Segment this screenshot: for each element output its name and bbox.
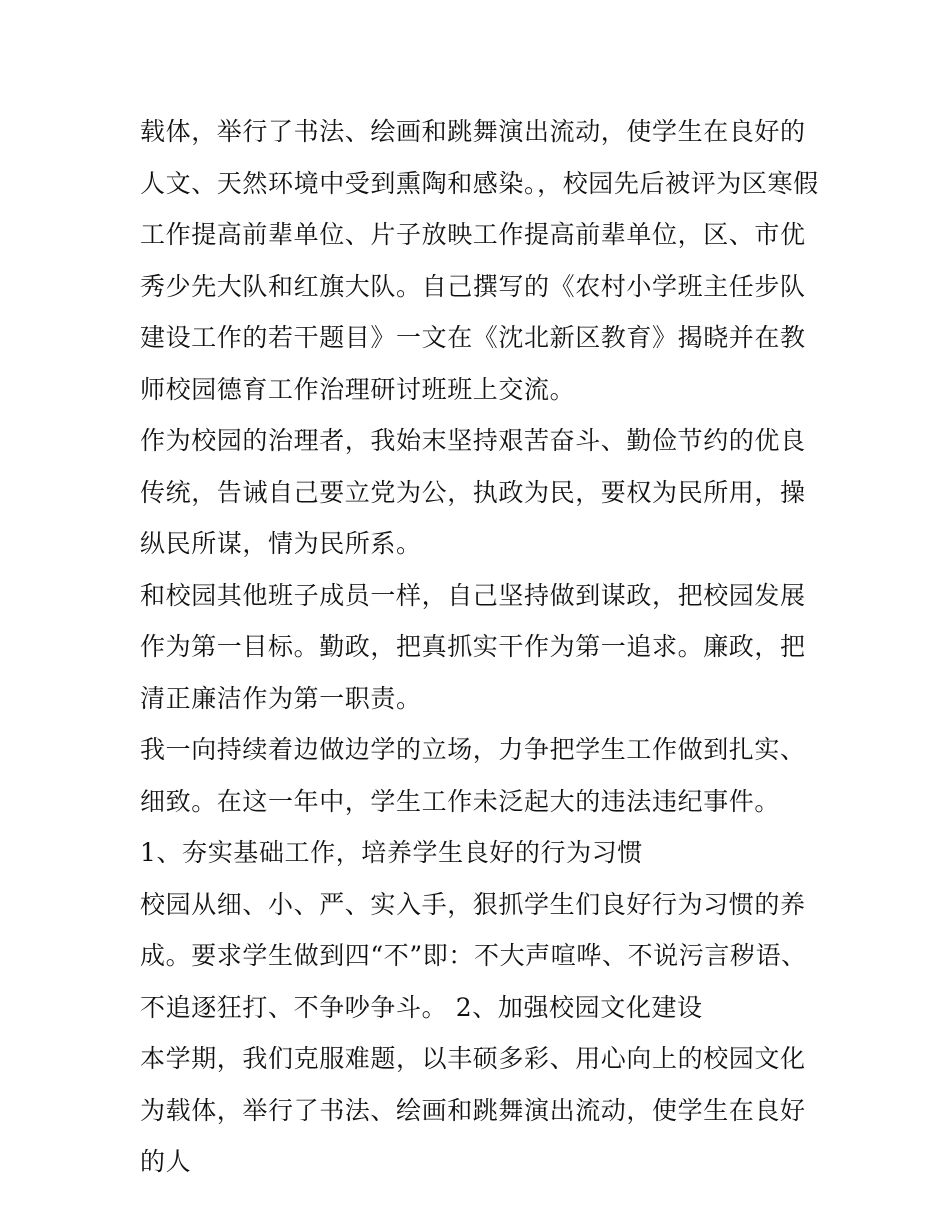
paragraph-3: 和校园其他班子成员一样，自己坚持做到谋政，把校园发展作为第一目标。勤政，把真抓实干作为第一追求。廉政，把清正廉洁作为第一职责。 (140, 580, 806, 713)
paragraph-6: 本学期，我们克服难题，以丰硕多彩、用心向上的校园文化为载体，举行了书法、绘画和跳舞演出流动，使学生在良好的人 (140, 1044, 806, 1176)
paragraph-2: 作为校园的治理者，我始末坚持艰苦奋斗、勤俭节约的优良传统，告诫自己要立党为公，执政为民，要权为民所用，操纵民所谋，情为民所系。 (140, 426, 806, 558)
paragraph-1: 载体，举行了书法、绘画和跳舞演出流动，使学生在良好的人文、天然环境中受到熏陶和感染。，校园先后被评为区寒假工作提高前辈单位、片子放映工作提高前辈单位，区、市优秀少先大队和红旗大队。自己撰写的《农村小学班主任步队建设工作的若干题目》一文在《沈北新区教育》揭晓并在教师校园德育工作治理研讨班班上交流。 (140, 117, 819, 404)
document-body (140, 106, 820, 1188)
paragraph-5: 校园从细、小、严、实入手，狠抓学生们良好行为习惯的养成。要求学生做到四“不”即：不大声喧哗、不说污言秽语、不追逐狂打、不争吵争斗。 2、加强校园文化建设 (140, 889, 807, 1022)
paragraph-4: 我一向持续着边做边学的立场，力争把学生工作做到扎实、细致。在这一年中，学生工作未泛起大的违法违纪事件。 1、夯实基础工作，培养学生良好的行为习惯 (140, 735, 806, 867)
